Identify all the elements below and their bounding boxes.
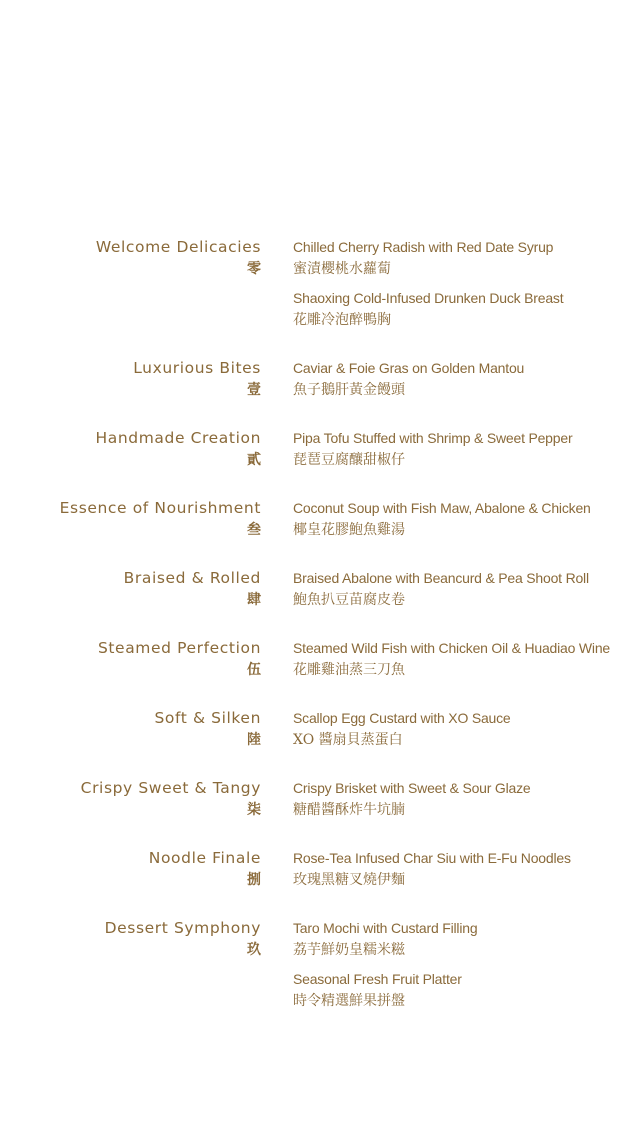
dish-list <box>293 497 642 541</box>
dish-name-chinese: 魚子鵝肝黃金饅頭 <box>293 382 405 398</box>
course-number: 伍 <box>247 662 261 678</box>
course-title: Essence of Nourishment <box>59 499 261 517</box>
course-dessert-symphony <box>0 917 642 1012</box>
course-number: 捌 <box>247 872 261 888</box>
dish-name-chinese: 花雕雞油蒸三刀魚 <box>293 662 405 678</box>
course-heading <box>0 917 261 961</box>
course-heading <box>0 777 261 821</box>
course-heading <box>0 427 261 471</box>
course-number: 柒 <box>247 802 261 818</box>
course-number: 叁 <box>247 522 261 538</box>
dish-name-english: Steamed Wild Fish with Chicken Oil & Huadiao Wine <box>293 640 610 656</box>
dish-name-english: Shaoxing Cold-Infused Drunken Duck Breast <box>293 290 564 306</box>
course-heading <box>0 637 261 681</box>
course-number: 壹 <box>247 382 261 398</box>
dish-item <box>293 637 642 681</box>
dish-name-english: Rose-Tea Infused Char Siu with E-Fu Noodles <box>293 850 571 866</box>
dish-name-chinese: 鮑魚扒豆苗腐皮卷 <box>293 592 405 608</box>
dish-item <box>293 847 642 891</box>
dish-list <box>293 357 642 401</box>
dish-item <box>293 357 642 401</box>
dish-name-english: Chilled Cherry Radish with Red Date Syrup <box>293 239 554 255</box>
course-title: Dessert Symphony <box>104 919 261 937</box>
course-number: 肆 <box>247 592 261 608</box>
dish-name-english: Scallop Egg Custard with XO Sauce <box>293 710 511 726</box>
dish-name-chinese: 玫瑰黑糖叉燒伊麵 <box>293 872 405 888</box>
dish-list <box>293 567 642 611</box>
course-crispy-sweet-and-tangy <box>0 777 642 821</box>
course-number: 貳 <box>247 452 261 468</box>
dish-list <box>293 427 642 471</box>
course-welcome-delicacies <box>0 236 642 331</box>
course-soft-and-silken <box>0 707 642 751</box>
dish-name-chinese: 花雕冷泡醉鴨胸 <box>293 312 391 328</box>
dish-name-english: Crispy Brisket with Sweet & Sour Glaze <box>293 780 531 796</box>
course-title: Welcome Delicacies <box>95 238 261 256</box>
dish-name-chinese: 琵琶豆腐釀甜椒仔 <box>293 452 405 468</box>
course-number: 玖 <box>247 942 261 958</box>
course-title: Steamed Perfection <box>97 639 261 657</box>
dish-item <box>293 287 642 331</box>
course-title: Soft & Silken <box>154 709 261 727</box>
dish-list <box>293 917 642 1012</box>
course-steamed-perfection <box>0 637 642 681</box>
dish-item <box>293 968 642 1012</box>
course-number: 陸 <box>247 732 261 748</box>
course-braised-and-rolled <box>0 567 642 611</box>
course-heading <box>0 567 261 611</box>
dish-item <box>293 917 642 961</box>
dish-item <box>293 236 642 280</box>
course-luxurious-bites <box>0 357 642 401</box>
dish-name-chinese: 椰皇花膠鮑魚雞湯 <box>293 522 405 538</box>
dish-list <box>293 847 642 891</box>
course-essence-of-nourishment <box>0 497 642 541</box>
dish-name-english: Coconut Soup with Fish Maw, Abalone & Chicken <box>293 500 591 516</box>
course-number: 零 <box>247 261 261 277</box>
dish-name-chinese: XO 醬扇貝蒸蛋白 <box>293 732 403 748</box>
dish-name-chinese: 蜜漬櫻桃水蘿蔔 <box>293 261 391 277</box>
course-handmade-creation <box>0 427 642 471</box>
dish-name-english: Seasonal Fresh Fruit Platter <box>293 971 462 987</box>
course-heading <box>0 497 261 541</box>
dish-list <box>293 707 642 751</box>
dish-list <box>293 777 642 821</box>
dish-name-english: Pipa Tofu Stuffed with Shrimp & Sweet Pepper <box>293 430 573 446</box>
course-title: Handmade Creation <box>95 429 261 447</box>
dish-name-english: Braised Abalone with Beancurd & Pea Shoot Roll <box>293 570 589 586</box>
course-title: Crispy Sweet & Tangy <box>80 779 261 797</box>
dish-name-english: Taro Mochi with Custard Filling <box>293 920 478 936</box>
banquet-menu <box>0 236 642 1012</box>
dish-item <box>293 777 642 821</box>
dish-item <box>293 497 642 541</box>
course-heading <box>0 357 261 401</box>
dish-item <box>293 707 642 751</box>
course-noodle-finale <box>0 847 642 891</box>
dish-name-chinese: 時令精選鮮果拼盤 <box>293 993 405 1009</box>
dish-name-english: Caviar & Foie Gras on Golden Mantou <box>293 360 525 376</box>
course-title: Luxurious Bites <box>133 359 261 377</box>
dish-item <box>293 427 642 471</box>
dish-list <box>293 637 642 681</box>
dish-name-chinese: 荔芋鮮奶皇糯米糍 <box>293 942 405 958</box>
dish-list <box>293 236 642 331</box>
course-title: Braised & Rolled <box>123 569 261 587</box>
course-heading <box>0 847 261 891</box>
course-title: Noodle Finale <box>148 849 261 867</box>
course-heading <box>0 707 261 751</box>
dish-item <box>293 567 642 611</box>
course-heading <box>0 236 261 280</box>
dish-name-chinese: 糖醋醬酥炸牛坑腩 <box>293 802 405 818</box>
